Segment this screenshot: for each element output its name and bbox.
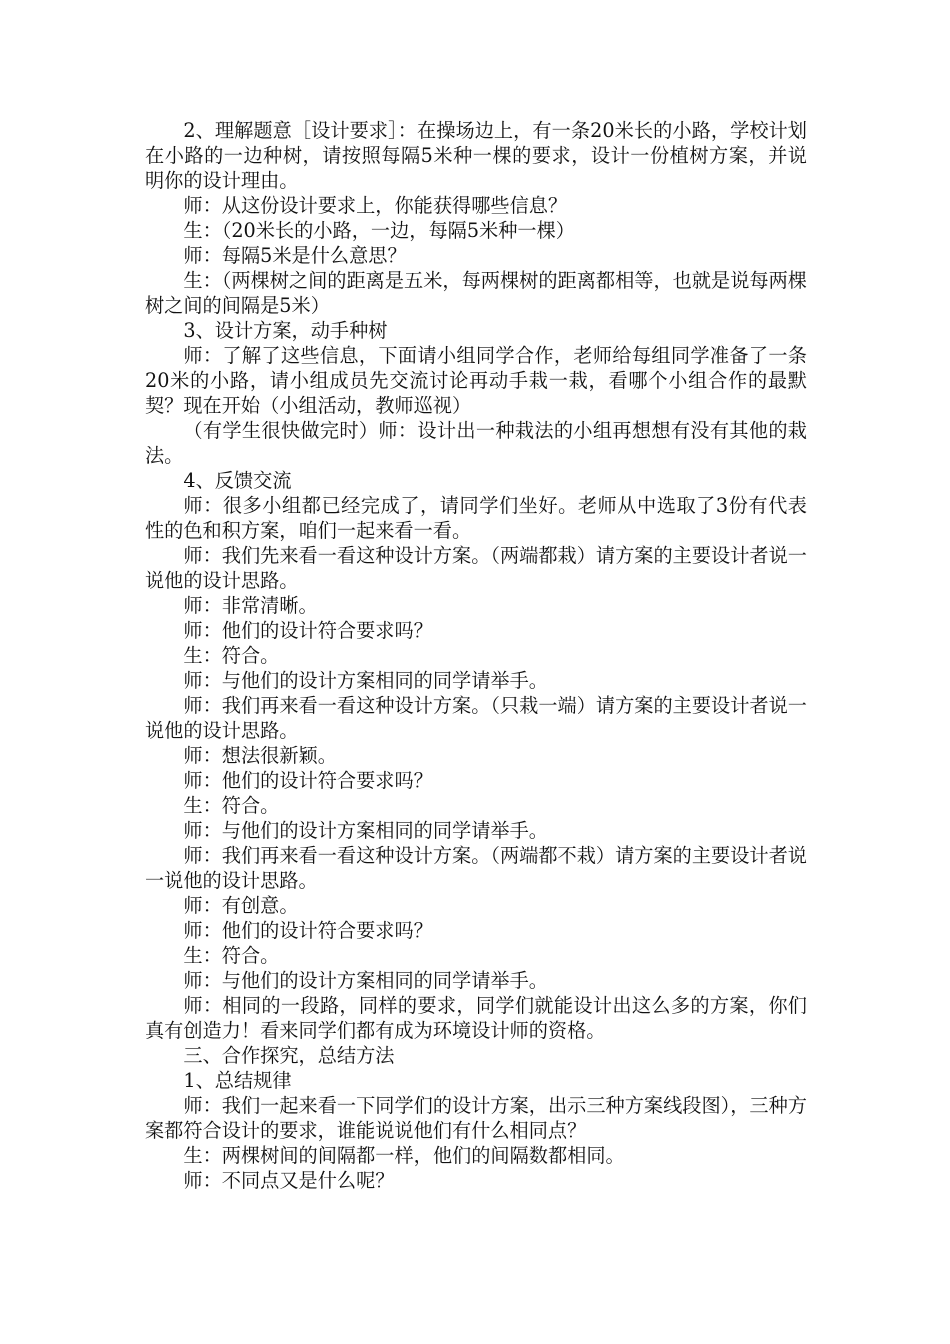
section-heading-summary: 1、总结规律: [183, 1069, 292, 1092]
paragraph-teacher-statement: 师：我们再来看一看这种设计方案。（只栽一端）请方案的主要设计者说一说他的设计思路。: [145, 694, 807, 742]
paragraph-teacher-instruction: （有学生很快做完时）师：设计出一种栽法的小组再想想有没有其他的栽法。: [145, 419, 807, 467]
paragraph-teacher-instruction: 师：了解了这些信息，下面请小组同学合作，老师给每组同学准备了一条20米的小路，请小组成员先交流讨论再动手栽一栽，看哪个小组合作的最默契？现在开始（小组活动，教师巡视）: [145, 344, 807, 417]
section-heading-cooperation: 三、合作探究，总结方法: [183, 1044, 395, 1067]
paragraph-teacher-statement: 师：与他们的设计方案相同的同学请举手。: [183, 969, 548, 992]
paragraph-teacher-statement: 师：与他们的设计方案相同的同学请举手。: [183, 669, 548, 692]
section-heading-design-plan: 3、设计方案，动手种树: [183, 319, 388, 342]
paragraph-student-answer: 生：符合。: [183, 944, 280, 967]
paragraph-teacher-question: 师：从这份设计要求上，你能获得哪些信息？: [183, 194, 568, 217]
paragraph-teacher-statement: 师：我们再来看一看这种设计方案。（两端都不栽）请方案的主要设计者说一说他的设计思路。: [145, 844, 807, 892]
paragraph-teacher-question: 师：每隔5米是什么意思？: [183, 244, 407, 267]
paragraph-teacher-statement: 师：想法很新颖。: [183, 744, 337, 767]
paragraph-teacher-statement: 师：非常清晰。: [183, 594, 318, 617]
paragraph-student-answer: 生：（20米长的小路，一边，每隔5米种一棵）: [183, 219, 575, 242]
paragraph-teacher-statement: 师：相同的一段路，同样的要求，同学们就能设计出这么多的方案，你们真有创造力！看来同学们都有成为环境设计师的资格。: [145, 994, 807, 1042]
document-body: [145, 118, 807, 1193]
paragraph-teacher-question: 师：他们的设计符合要求吗？: [183, 619, 433, 642]
paragraph-teacher-statement: 师：与他们的设计方案相同的同学请举手。: [183, 819, 548, 842]
paragraph-student-answer: 生：（两棵树之间的距离是五米，每两棵树的距离都相等，也就是说每两棵树之间的间隔是5米）: [145, 269, 807, 317]
paragraph-teacher-statement: 师：有创意。: [183, 894, 299, 917]
paragraph-teacher-statement: 师：我们先来看一看这种设计方案。（两端都栽）请方案的主要设计者说一说他的设计思路。: [145, 544, 807, 592]
paragraph-teacher-question: 师：他们的设计符合要求吗？: [183, 769, 433, 792]
paragraph-design-requirement: 2、理解题意［设计要求］：在操场边上，有一条20米长的小路，学校计划在小路的一边种树，请按照每隔5米种一棵的要求，设计一份植树方案，并说明你的设计理由。: [145, 119, 807, 192]
paragraph-teacher-question: 师：不同点又是什么呢？: [183, 1169, 395, 1192]
paragraph-teacher-statement: 师：很多小组都已经完成了，请同学们坐好。老师从中选取了3份有代表性的色和积方案，咱们一起来看一看。: [145, 494, 807, 542]
paragraph-student-answer: 生：符合。: [183, 644, 280, 667]
section-heading-feedback: 4、反馈交流: [183, 469, 292, 492]
paragraph-student-answer: 生：两棵树间的间隔都一样，他们的间隔数都相同。: [183, 1144, 625, 1167]
paragraph-student-answer: 生：符合。: [183, 794, 280, 817]
paragraph-teacher-question: 师：我们一起来看一下同学们的设计方案，出示三种方案线段图），三种方案都符合设计的要求，谁能说说他们有什么相同点？: [145, 1094, 807, 1142]
paragraph-teacher-question: 师：他们的设计符合要求吗？: [183, 919, 433, 942]
